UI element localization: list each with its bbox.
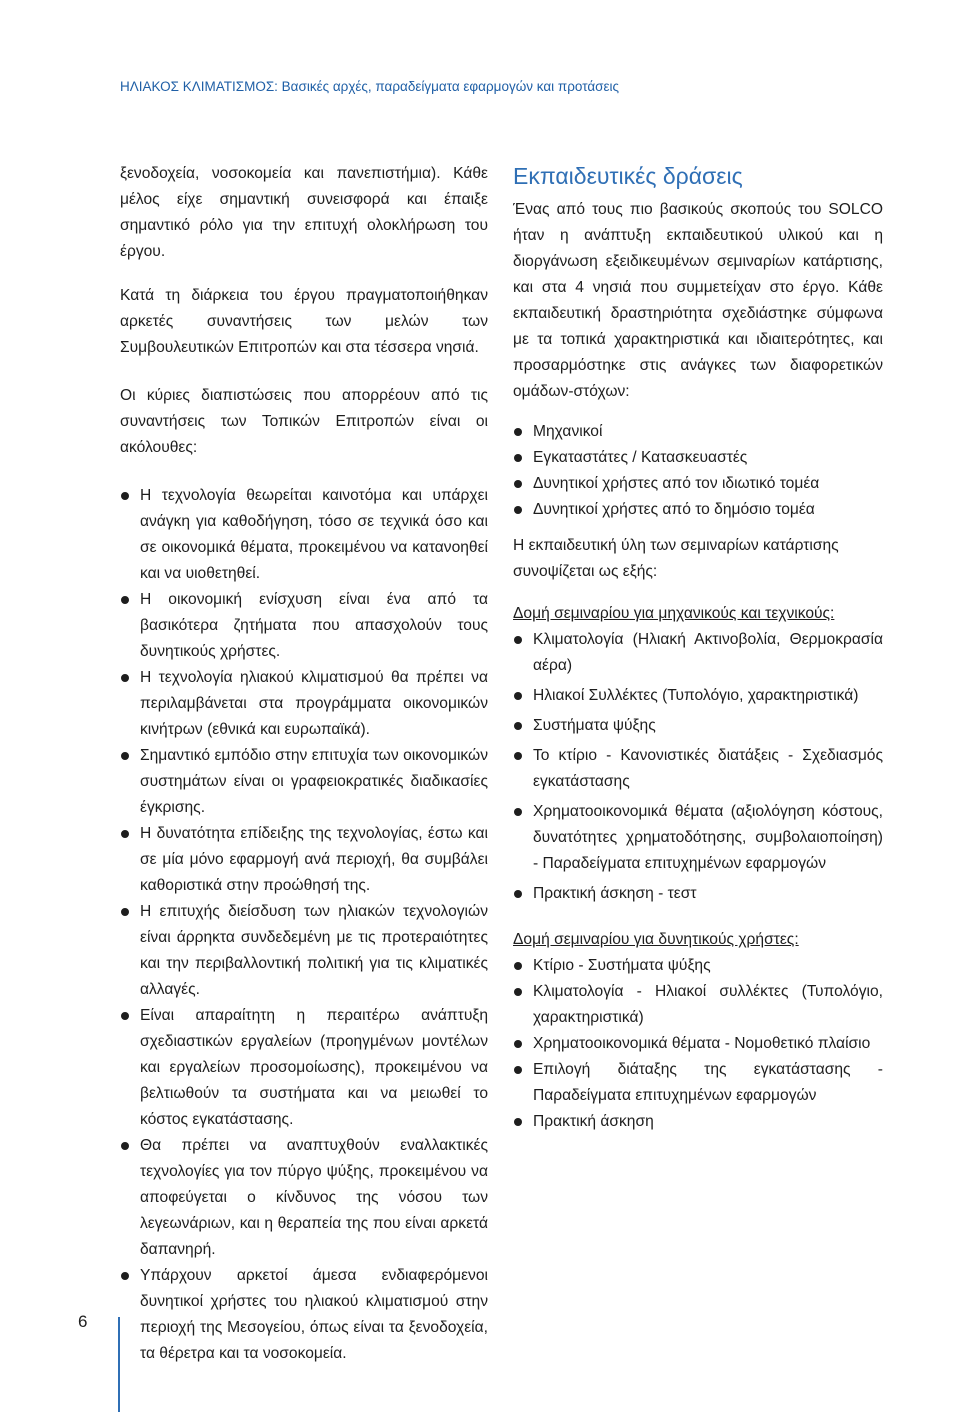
list-item: Είναι απαραίτητη η περαιτέρω ανάπτυξη σχεδιαστικών εργαλείων (προηγμένων μοντέλων και εργαλείων προσομοίωσης), προκειμένου να βελτιωθούν τα συστήματα και να μειωθεί το κόστος εγκατάστασης. bbox=[120, 1003, 488, 1133]
findings-intro: Οι κύριες διαπιστώσεις που απορρέουν από τις συναντήσεις των Τοπικών Επιτροπών είναι οι ακόλουθες: bbox=[120, 387, 488, 456]
list-item: Η επιτυχής διείσδυση των ηλιακών τεχνολογιών είναι άρρηκτα συνδεδεμένη με τις προτεραιότητες και την περιβαλλοντική πολιτική για τις κλιματικές αλλαγές. bbox=[120, 899, 488, 1003]
training-intro: Ένας από τους πιο βασικούς σκοπούς του SOLCO ήταν η ανάπτυξη εκπαιδευτικού υλικού και η διοργάνωση εξειδικευμένων σεμιναρίων κατάρτισης, και στα 4 νησιά που συμμετείχαν στο έργο. Κάθε εκπαιδευτική δραστηριότητα σχεδιάστηκε σύμφωνα με τα τοπικά χαρακτηριστικά και ιδιαιτερότητες, και προσαρμόστηκε στις ανάγκες των διαφορετικών ομάδων-στόχων: bbox=[513, 201, 883, 400]
section-heading: Εκπαιδευτικές δράσεις bbox=[513, 163, 743, 189]
list-item: Συστήματα ψύξης bbox=[513, 713, 883, 739]
list-item: Πρακτική άσκηση - τεστ bbox=[513, 881, 883, 907]
list-item: Ηλιακοί Συλλέκτες (Τυπολόγιο, χαρακτηριστικά) bbox=[513, 683, 883, 709]
list-item: Επιλογή διάταξης της εγκατάστασης - Παραδείγματα επιτυχημένων εφαρμογών bbox=[513, 1057, 883, 1109]
meetings-paragraph: Κατά τη διάρκεια του έργου πραγματοποιήθηκαν αρκετές συναντήσεις των μελών των Συμβουλευτικών Επιτροπών και στα τέσσερα νησιά. bbox=[120, 287, 488, 356]
header-subtitle: Βασικές αρχές, παραδείγματα εφαρμογών και προτάσεις bbox=[277, 79, 619, 94]
list-item: Πρακτική άσκηση bbox=[513, 1109, 883, 1135]
list-item: Θα πρέπει να αναπτυχθούν εναλλακτικές τεχνολογίες για τον πύργο ψύξης, προκειμένου να αποφεύγεται ο κίνδυνος της νόσου των λεγεωνάριων, και η θεραπεία της που είναι αρκετά δαπανηρή. bbox=[120, 1133, 488, 1263]
right-column bbox=[513, 161, 883, 1135]
list-item: Η δυνατότητα επίδειξης της τεχνολογίας, έστω και σε μία μόνο εφαρμογή ανά περιοχή, θα συμβάλει καθοριστικά στην προώθησή της. bbox=[120, 821, 488, 899]
list-item: Εγκαταστάτες / Κατασκευαστές bbox=[513, 445, 883, 471]
header-title: ΗΛΙΑΚΟΣ ΚΛΙΜΑΤΙΣΜΟΣ: bbox=[120, 79, 278, 94]
page-divider bbox=[118, 1317, 120, 1412]
users-seminar-title: Δομή σεμιναρίου για δυνητικούς χρήστες: bbox=[513, 931, 799, 948]
list-item: Κτίριο - Συστήματα ψύξης bbox=[513, 953, 883, 979]
users-seminar-list bbox=[513, 953, 883, 1135]
list-item: Χρηματοοικονομικά θέματα (αξιολόγηση κόστους, δυνατότητες χρηματοδότησης, συμβολαιοποίηση) - Παραδείγματα επιτυχημένων εφαρμογών bbox=[513, 799, 883, 877]
page-number: 6 bbox=[78, 1312, 88, 1331]
list-item: Χρηματοοικονομικά θέματα - Νομοθετικό πλαίσιο bbox=[513, 1031, 883, 1057]
engineers-seminar-list bbox=[513, 627, 883, 907]
list-item: Κλιματολογία - Ηλιακοί συλλέκτες (Τυπολόγιο, χαρακτηριστικά) bbox=[513, 979, 883, 1031]
list-item: Η τεχνολογία ηλιακού κλιματισμού θα πρέπει να περιλαμβάνεται στα προγράμματα οικονομικών κινήτρων (εθνικά και ευρωπαϊκά). bbox=[120, 665, 488, 743]
list-item: Η οικονομική ενίσχυση είναι ένα από τα βασικότερα ζητήματα που απασχολούν τους δυνητικούς χρήστες. bbox=[120, 587, 488, 665]
material-intro: Η εκπαιδευτική ύλη των σεμιναρίων κατάρτισης συνοψίζεται ως εξής: bbox=[513, 537, 839, 580]
list-item: Υπάρχουν αρκετοί άμεσα ενδιαφερόμενοι δυνητικοί χρήστες του ηλιακού κλιματισμού στην περιοχή της Μεσογείου, όπως είναι τα ξενοδοχεία, τα θέρετρα και τα νοσοκομεία. bbox=[120, 1263, 488, 1367]
running-header bbox=[120, 79, 619, 94]
list-item: Το κτίριο - Κανονιστικές διατάξεις - Σχεδιασμός εγκατάστασης bbox=[513, 743, 883, 795]
engineers-seminar-title: Δομή σεμιναρίου για μηχανικούς και τεχνικούς: bbox=[513, 605, 835, 622]
target-groups-list bbox=[513, 419, 883, 523]
list-item: Μηχανικοί bbox=[513, 419, 883, 445]
findings-list bbox=[120, 483, 488, 1367]
list-item: Η τεχνολογία θεωρείται καινοτόμα και υπάρχει ανάγκη για καθοδήγηση, τόσο σε τεχνικά όσο και σε οικονομικά θέματα, προκειμένου να κατανοηθεί και να υιοθετηθεί. bbox=[120, 483, 488, 587]
intro-paragraph: ξενοδοχεία, νοσοκομεία και πανεπιστήμια). Κάθε μέλος είχε σημαντική συνεισφορά και έπαιξε σημαντικό ρόλο για την επιτυχή ολοκλήρωση του έργου. bbox=[120, 165, 488, 260]
list-item: Δυνητικοί χρήστες από τον ιδιωτικό τομέα bbox=[513, 471, 883, 497]
list-item: Δυνητικοί χρήστες από το δημόσιο τομέα bbox=[513, 497, 883, 523]
list-item: Κλιματολογία (Ηλιακή Ακτινοβολία, Θερμοκρασία αέρα) bbox=[513, 627, 883, 679]
list-item: Σημαντικό εμπόδιο στην επιτυχία των οικονομικών συστημάτων είναι οι γραφειοκρατικές διαδικασίες έγκρισης. bbox=[120, 743, 488, 821]
left-column bbox=[120, 161, 488, 1367]
